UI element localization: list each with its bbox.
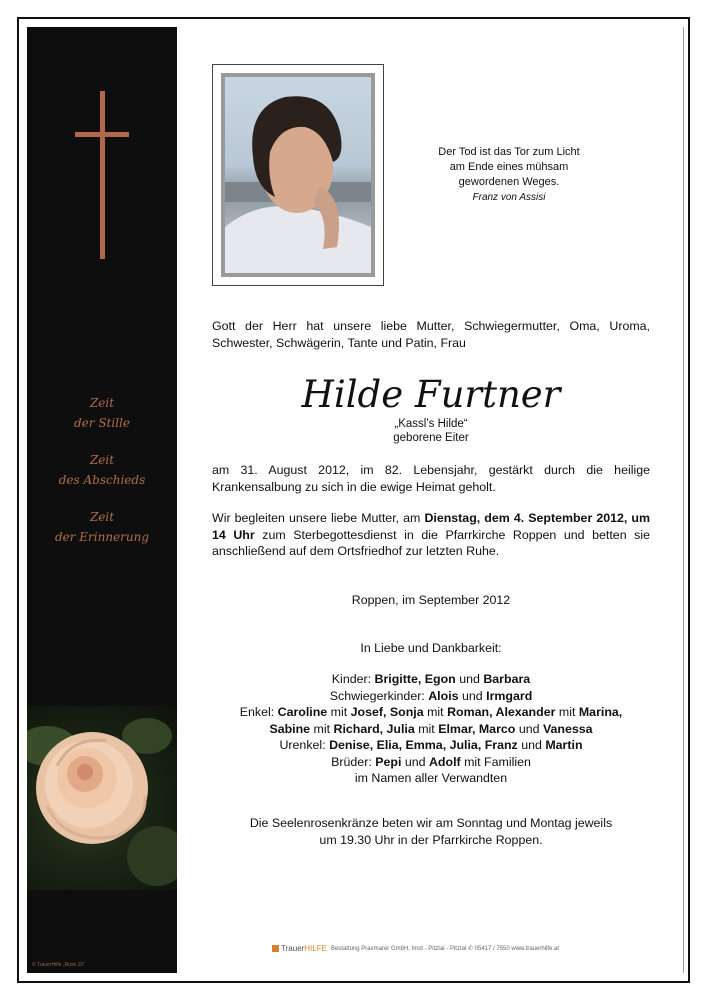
family-urenkel: Urenkel: Denise, Elia, Emma, Julia, Franz und Martin (279, 738, 583, 752)
motto-erinnerung (27, 507, 177, 547)
deceased-name: Hilde Furtner (301, 373, 561, 416)
intro-text: Gott der Herr hat unsere liebe Mutter, Schwiegermutter, Oma, Uroma, Schwester, Schwägerin, Tante und Patin, Frau (212, 319, 650, 350)
motto-line: der Stille (74, 416, 130, 430)
quote-line: gewordenen Weges. (458, 176, 560, 188)
motto-abschied (27, 450, 177, 490)
funeral-text (212, 510, 650, 560)
footer-text: Bestattung Praxmarer GmbH, Imst - Pitztal - Pitztal ✆ 05417 / 7550 www.trauerhilfe.at (330, 946, 560, 953)
brand-logo-icon (272, 945, 279, 952)
rosary-line: um 19.30 Uhr in der Pfarrkirche Roppen. (319, 832, 543, 847)
family-schwiegerkinder: Schwiegerkinder: Alois und Irmgard (329, 688, 533, 703)
family-brueder: Brüder: Pepi und Adolf mit Familien (331, 754, 531, 769)
motto-line: der Erinnerung (54, 530, 150, 544)
motto-line: des Abschieds (58, 473, 146, 487)
cross-icon-bar (75, 132, 129, 137)
birth-name: geborene Eiter (393, 432, 469, 444)
motto-line: Zeit (89, 453, 115, 467)
right-border-line (683, 27, 684, 973)
rosary-text (212, 815, 650, 848)
brand-name-1: Trauer (281, 944, 305, 953)
motto-line: Zeit (89, 510, 115, 524)
family-closing: im Namen aller Verwandten (354, 771, 508, 785)
quote-author: Franz von Assisi (472, 192, 546, 203)
footer (272, 944, 559, 953)
image-credit: © TrauerHilfe „Rose 10“ (32, 962, 85, 968)
portrait-photo (225, 77, 371, 273)
funeral-post: zum Sterbegottesdienst in die Pfarrkirche Roppen und betten sie anschließend auf dem Ortsfriedhof zur letzten Ruhe. (212, 527, 650, 558)
funeral-pre: Wir begleiten unsere liebe Mutter, am (212, 511, 425, 525)
portrait-mat (221, 73, 375, 277)
cross-icon (100, 91, 105, 259)
portrait-frame (212, 64, 384, 286)
quote (420, 145, 598, 205)
death-text: am 31. August 2012, im 82. Lebensjahr, gestärkt durch die heilige Krankensalbung zu sich in die ewige Heimat geholt. (212, 463, 650, 494)
place-date: Roppen, im September 2012 (351, 593, 511, 607)
quote-line: am Ende eines mühsam (449, 161, 569, 173)
family-kinder: Kinder: Brigitte, Egon und Barbara (331, 672, 531, 686)
family-enkel-1: Enkel: Caroline mit Josef, Sonja mit Roman, Alexander mit Marina, (239, 705, 623, 719)
gratitude: In Liebe und Dankbarkeit: (360, 641, 502, 655)
nickname: „Kassl’s Hilde“ (394, 418, 468, 430)
family-enkel-2: Sabine mit Richard, Julia mit Elmar, Marco und Vanessa (269, 721, 593, 736)
quote-line: Der Tod ist das Tor zum Licht (438, 146, 580, 158)
funeral-date: Dienstag, dem 4. September 2012, um 14 Uhr (212, 511, 650, 542)
family-list (212, 671, 650, 787)
brand-name-2: HILFE (304, 944, 327, 953)
rose-image (27, 706, 177, 890)
motto-stille (27, 393, 177, 433)
motto-line: Zeit (89, 396, 115, 410)
rosary-line: Die Seelenrosenkränze beten wir am Sonntag und Montag jeweils (249, 816, 613, 830)
